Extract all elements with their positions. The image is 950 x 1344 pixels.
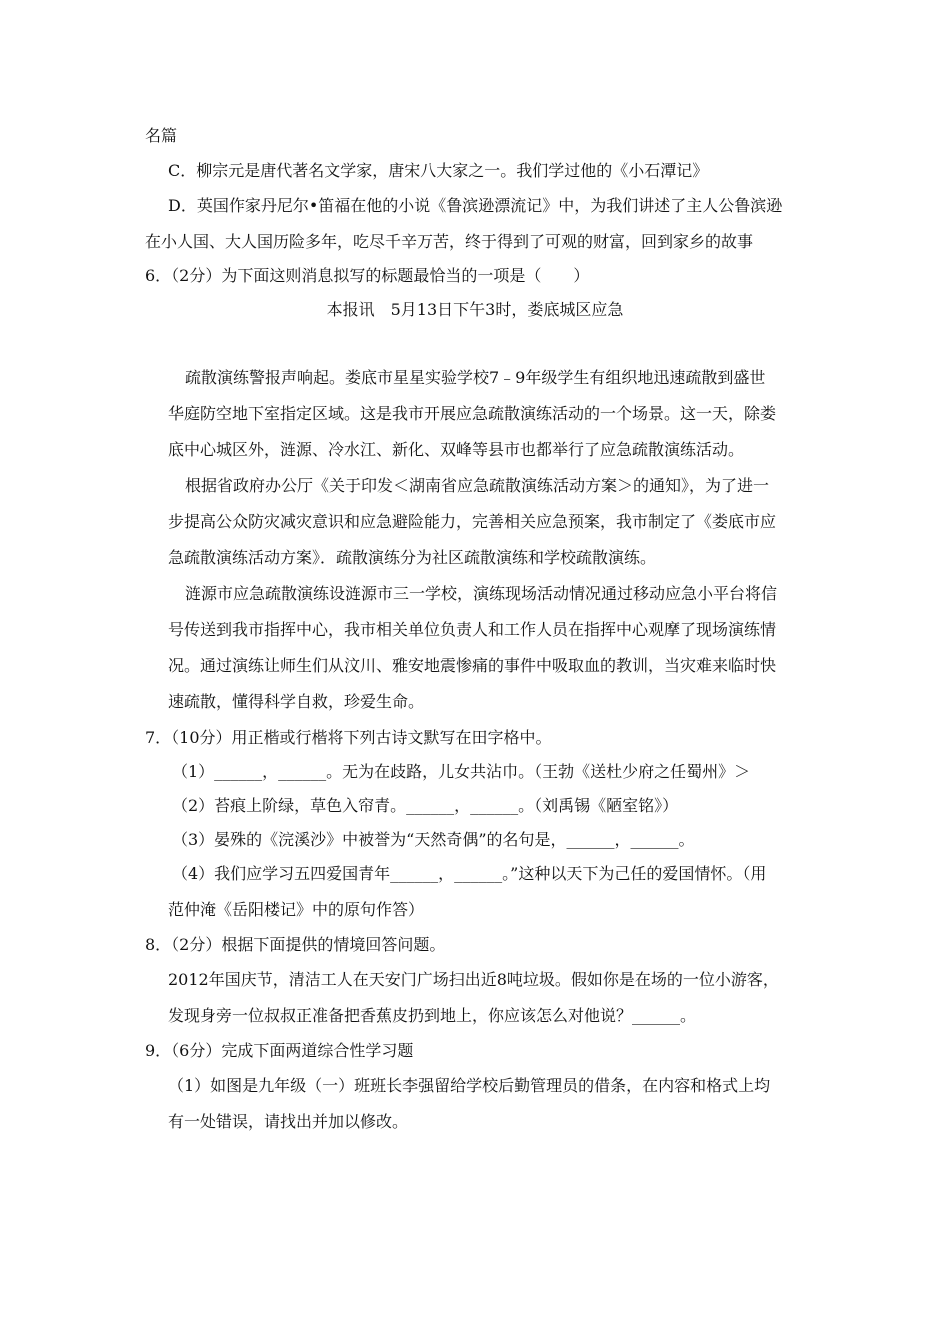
question-6-stem: 6．（2分）为下面这则消息拟写的标题最恰当的一项是（ ） <box>145 266 590 285</box>
news-paragraph-3-line: 况。通过演练让师生们从汶川、雅安地震惨痛的事件中吸取血的教训，当灾难来临时快 <box>168 656 777 675</box>
question-8-context-line: 2012年国庆节，清洁工人在天安门广场扫出近8吨垃圾。假如你是在场的一位小游客， <box>168 970 779 989</box>
news-paragraph-1-line: 华庭防空地下室指定区域。这是我市开展应急疏散演练活动的一个场景。这一天，除娄 <box>168 404 777 423</box>
option-d-line-1: D．英国作家丹尼尔•笛福在他的小说《鲁滨逊漂流记》中，为我们讲述了主人公鲁滨逊 <box>168 196 783 215</box>
question-7-item-4: （4）我们应学习五四爱国青年______，______。”这种以天下为己任的爱国情怀。（用 <box>172 864 767 883</box>
question-8-stem: 8．（2分）根据下面提供的情境回答问题。 <box>145 935 446 954</box>
question-7-item-4-continued: 范仲淹《岳阳楼记》中的原句作答） <box>168 900 425 919</box>
question-7-item-1: （1）______，______。无为在歧路，儿女共沾巾。（王勃《送杜少府之任蜀州》＞ <box>172 762 751 781</box>
news-paragraph-2-line: 急疏散演练活动方案》．疏散演练分为社区疏散演练和学校疏散演练。 <box>168 548 657 567</box>
question-7-item-2: （2）苔痕上阶绿，草色入帘青。______，______。（刘禹锡《陋室铭》） <box>172 796 679 815</box>
prev-option-tail: 名篇 <box>145 126 178 145</box>
news-paragraph-2-line: 根据省政府办公厅《关于印发＜湖南省应急疏散演练活动方案＞的通知》，为了进一 <box>185 476 770 495</box>
question-8-context-line: 发现身旁一位叔叔正准备把香蕉皮扔到地上，你应该怎么对他说？______。 <box>168 1006 697 1025</box>
news-paragraph-3-line: 涟源市应急疏散演练设涟源市三一学校，演练现场活动情况通过移动应急小平台将信 <box>185 584 778 603</box>
question-9-stem: 9．（6分）完成下面两道综合性学习题 <box>145 1041 414 1060</box>
news-lead-line: 本报讯 5月13日下午3时，娄底城区应急 <box>326 300 624 319</box>
news-paragraph-3-line: 速疏散，懂得科学自救，珍爱生命。 <box>168 692 425 711</box>
news-paragraph-1-line: 底中心城区外，涟源、冷水江、新化、双峰等县市也都举行了应急疏散演练活动。 <box>168 440 745 459</box>
option-d-line-2: 在小人国、大人国历险多年，吃尽千辛万苦，终于得到了可观的财富，回到家乡的故事 <box>145 232 754 251</box>
question-7-item-3: （3）晏殊的《浣溪沙》中被誉为“天然奇偶”的名句是，______，______。 <box>172 830 695 849</box>
option-c: C．柳宗元是唐代著名文学家，唐宋八大家之一。我们学过他的《小石潭记》 <box>168 161 709 180</box>
question-9-item-line: （1）如图是九年级（一）班班长李强留给学校后勤管理员的借条，在内容和格式上均 <box>168 1076 771 1095</box>
news-paragraph-3-line: 号传送到我市指挥中心，我市相关单位负责人和工作人员在指挥中心观摩了现场演练情 <box>168 620 777 639</box>
news-paragraph-2-line: 步提高公众防灾减灾意识和应急避险能力，完善相关应急预案，我市制定了《娄底市应 <box>168 512 777 531</box>
news-paragraph-1-line: 疏散演练警报声响起。娄底市星星实验学校7﹣9年级学生有组织地迅速疏散到盛世 <box>185 368 766 387</box>
question-9-item-line: 有一处错误，请找出并加以修改。 <box>168 1112 409 1131</box>
question-7-stem: 7．（10分）用正楷或行楷将下列古诗文默写在田字格中。 <box>145 728 552 747</box>
